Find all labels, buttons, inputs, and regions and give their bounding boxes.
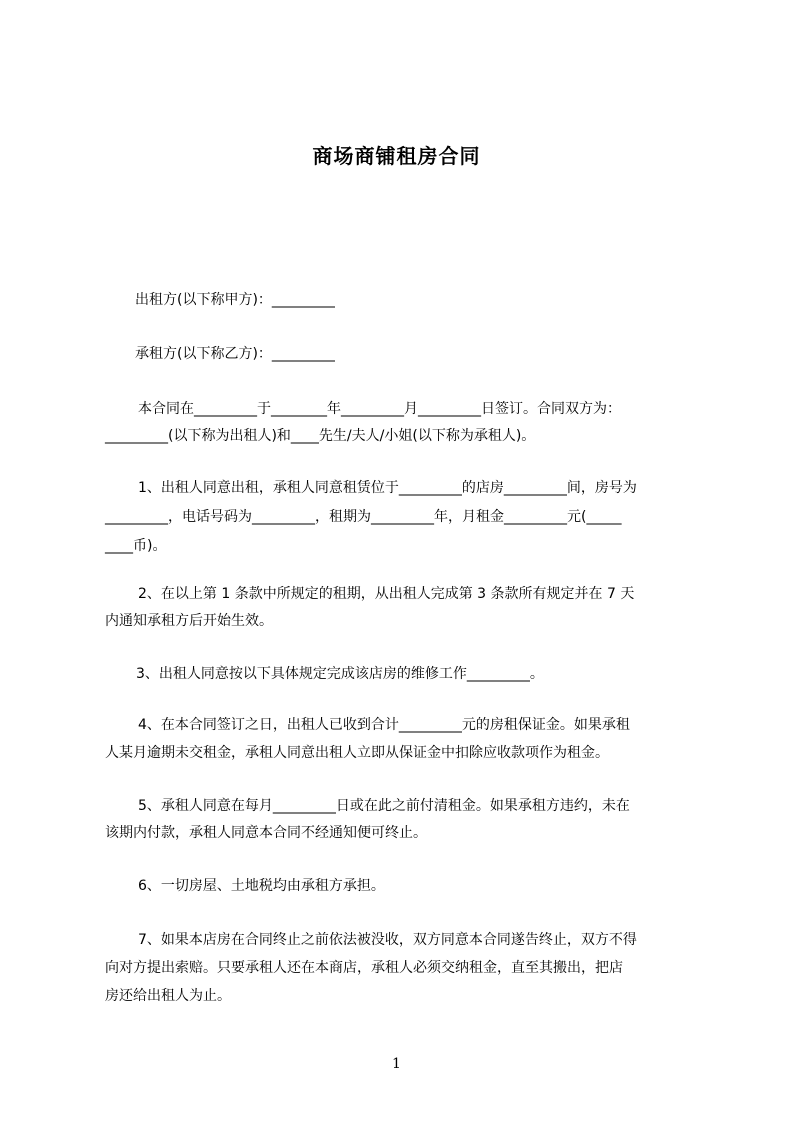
- clause-4-line-2: 人某月逾期未交租金，承租人同意出租人立即从保证金中扣除应收款项作为租金。: [105, 745, 609, 761]
- page-number: 1: [392, 1056, 401, 1072]
- clause-2-line-1: 2、在以上第 1 条款中所规定的租期，从出租人完成第 3 条款所有规定并在 7 天: [138, 586, 635, 602]
- clause-4-line-1: 4、在本合同签订之日，出租人已收到合计_________元的房租保证金。如果承租: [138, 717, 630, 733]
- lessor-line: 出租方(以下称甲方)：_________: [135, 292, 335, 308]
- clause-2-line-2: 内通知承租方后开始生效。: [105, 613, 273, 629]
- clause-1-line-2: _________，电话号码为_________，租期为_________年，月租金_________元(_____: [105, 509, 622, 525]
- clause-7-line-2: 向对方提出索赔。只要承租人还在本商店，承租人必须交纳租金，直至其搬出，把店: [105, 960, 623, 976]
- clause-1-line-3: ____币)。: [105, 538, 167, 554]
- clause-7-line-1: 7、如果本店房在合同终止之前依法被没收，双方同意本合同遂告终止，双方不得: [138, 932, 637, 948]
- intro-line-1: 本合同在_________于________年_________月_________日签订。合同双方为：: [138, 401, 621, 417]
- document-title: 商场商铺租房合同: [312, 144, 481, 168]
- clause-6-line-1: 6、一切房屋、土地税均由承租方承担。: [138, 878, 385, 894]
- clause-3-line-1: 3、出租人同意按以下具体规定完成该店房的维修工作_________。: [136, 666, 544, 682]
- clause-5-line-2: 该期内付款，承租人同意本合同不经通知便可终止。: [105, 825, 427, 841]
- lessee-line: 承租方(以下称乙方)：_________: [135, 346, 335, 362]
- clause-5-line-1: 5、承租人同意在每月_________日或在此之前付清租金。如果承租方违约，未在: [138, 798, 630, 814]
- clause-7-line-3: 房还给出租人为止。: [105, 988, 231, 1004]
- intro-line-2: _________(以下称为出租人)和____先生/夫人/小姐(以下称为承租人)。: [105, 428, 536, 444]
- clause-1-line-1: 1、出租人同意出租，承租人同意租赁位于_________的店房_________间，房号为: [138, 480, 637, 496]
